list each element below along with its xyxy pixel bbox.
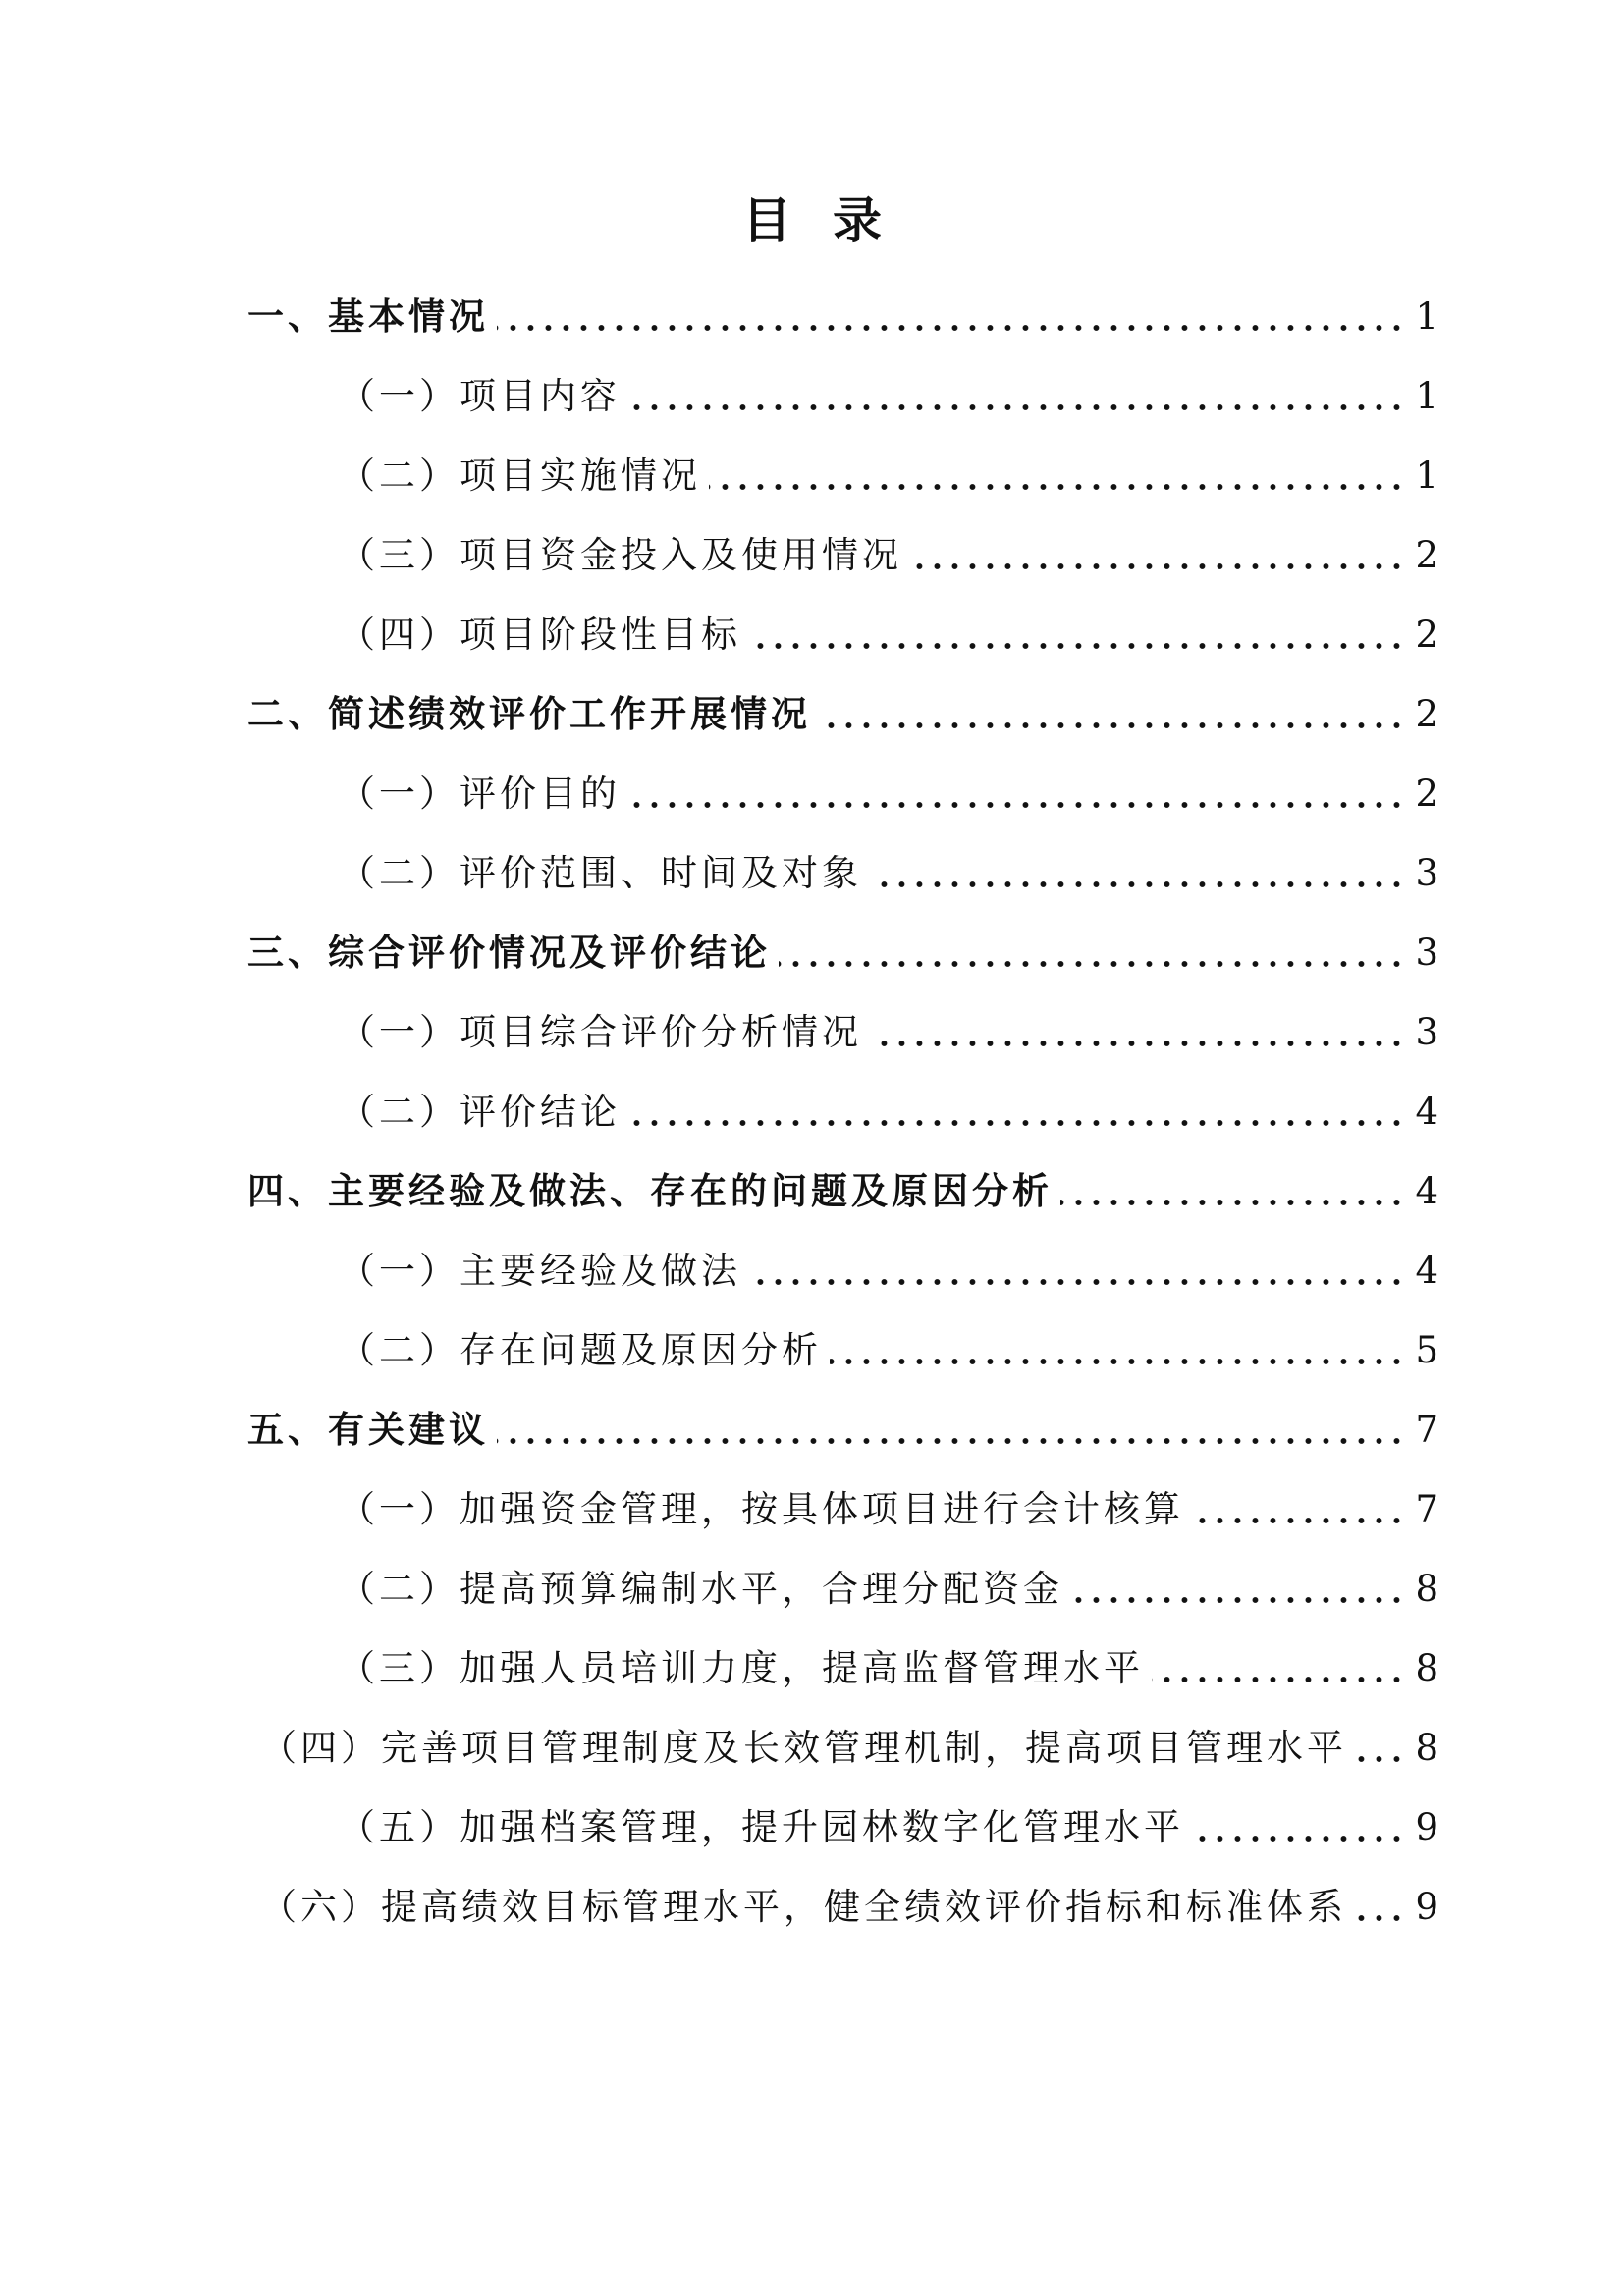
toc-page-number: 8 (1415, 1647, 1438, 1689)
toc-page-number: 3 (1415, 1011, 1438, 1053)
toc-page-number: 4 (1415, 1250, 1438, 1292)
toc-dot-leader (830, 1357, 1405, 1366)
toc-subsection-entry[interactable] (339, 765, 1438, 824)
toc-subsection-entry[interactable] (339, 526, 1438, 585)
toc-entry-label: （二）评价结论 (339, 1091, 621, 1133)
toc-entry-label: 五、有关建议 (247, 1409, 489, 1451)
toc-entry-label: （二）提高预算编制水平，合理分配资金 (339, 1568, 1063, 1610)
toc-page-number: 1 (1415, 454, 1438, 497)
toc-entry-label: （一）评价目的 (339, 773, 621, 815)
toc-entry-label: （五）加强档案管理，提升园林数字化管理水平 (339, 1806, 1184, 1848)
toc-dot-leader (1060, 1198, 1405, 1207)
toc-entry-label: 四、主要经验及做法、存在的问题及原因分析 (247, 1170, 1053, 1212)
toc-entry-label: （一）项目综合评价分析情况 (339, 1011, 862, 1053)
toc-page-number: 1 (1415, 295, 1438, 338)
toc-subsection-entry[interactable] (339, 1083, 1438, 1142)
toc-entry-label: （二）项目实施情况 (339, 454, 701, 497)
toc-dot-leader (628, 800, 1405, 810)
toc-page-number: 9 (1415, 1806, 1438, 1848)
toc-dot-leader (497, 1436, 1405, 1446)
toc-dot-leader (1152, 1675, 1405, 1684)
toc-subsection-entry[interactable] (260, 1878, 1438, 1937)
toc-section-entry[interactable] (247, 288, 1438, 347)
toc-entry-label: （一）项目内容 (339, 375, 621, 417)
toc-entry-label: 一、基本情况 (247, 295, 489, 338)
toc-subsection-entry[interactable] (339, 844, 1438, 903)
toc-subsection-entry[interactable] (339, 367, 1438, 426)
toc-entry-label: （六）提高绩效目标管理水平，健全绩效评价指标和标准体系 (260, 1886, 1347, 1928)
toc-page-number: 7 (1415, 1409, 1438, 1451)
toc-dot-leader (1192, 1834, 1405, 1843)
toc-entry-label: （三）项目资金投入及使用情况 (339, 534, 902, 576)
toc-page-number: 2 (1415, 773, 1438, 815)
toc-page-number: 3 (1415, 932, 1438, 974)
toc-page-number: 2 (1415, 614, 1438, 656)
toc-page-number: 8 (1415, 1568, 1438, 1610)
toc-dot-leader (497, 323, 1405, 333)
toc-entry-label: （一）加强资金管理，按具体项目进行会计核算 (339, 1488, 1184, 1530)
toc-section-entry[interactable] (247, 685, 1438, 744)
toc-entry-label: 二、简述绩效评价工作开展情况 (247, 693, 811, 735)
toc-page-number: 2 (1415, 693, 1438, 735)
toc-entry-label: （四）完善项目管理制度及长效管理机制，提高项目管理水平 (260, 1727, 1347, 1769)
toc-page-number: 7 (1415, 1488, 1438, 1530)
toc-page-number: 9 (1415, 1886, 1438, 1928)
toc-dot-leader (1192, 1516, 1405, 1525)
toc-title: 目录 (742, 192, 923, 249)
toc-subsection-entry[interactable] (339, 1321, 1438, 1380)
toc-dot-leader (819, 721, 1405, 730)
toc-entry-label: （一）主要经验及做法 (339, 1250, 741, 1292)
toc-dot-leader (1355, 1754, 1405, 1764)
toc-subsection-entry[interactable] (339, 1639, 1438, 1698)
toc-dot-leader (870, 1039, 1405, 1048)
toc-entry-label: （三）加强人员培训力度，提高监督管理水平 (339, 1647, 1144, 1689)
toc-entry-label: 三、综合评价情况及评价结论 (247, 932, 771, 974)
toc-page-number: 3 (1415, 852, 1438, 894)
toc-subsection-entry[interactable] (339, 1560, 1438, 1619)
toc-dot-leader (910, 561, 1405, 571)
toc-entry-label: （四）项目阶段性目标 (339, 614, 741, 656)
toc-subsection-entry[interactable] (260, 1719, 1438, 1778)
toc-subsection-entry[interactable] (339, 1003, 1438, 1062)
toc-page-number: 1 (1415, 375, 1438, 417)
toc-subsection-entry[interactable] (339, 447, 1438, 506)
toc-entry-label: （二）评价范围、时间及对象 (339, 852, 862, 894)
toc-dot-leader (1071, 1595, 1405, 1605)
toc-section-entry[interactable] (247, 924, 1438, 983)
toc-page-number: 2 (1415, 534, 1438, 576)
toc-entry-label: （二）存在问题及原因分析 (339, 1329, 822, 1371)
toc-dot-leader (870, 880, 1405, 889)
toc-page-number: 4 (1415, 1091, 1438, 1133)
toc-dot-leader (1355, 1913, 1405, 1923)
toc-dot-leader (749, 641, 1405, 651)
toc-section-entry[interactable] (247, 1401, 1438, 1460)
toc-dot-leader (628, 1118, 1405, 1128)
toc-page-number: 8 (1415, 1727, 1438, 1769)
toc-page-number: 5 (1415, 1329, 1438, 1371)
toc-subsection-entry[interactable] (339, 1798, 1438, 1857)
toc-subsection-entry[interactable] (339, 1480, 1438, 1539)
toc-dot-leader (749, 1277, 1405, 1287)
toc-dot-leader (628, 402, 1405, 412)
toc-subsection-entry[interactable] (339, 1242, 1438, 1301)
toc-subsection-entry[interactable] (339, 606, 1438, 665)
toc-dot-leader (779, 959, 1405, 969)
toc-page-number: 4 (1415, 1170, 1438, 1212)
toc-dot-leader (709, 482, 1405, 492)
toc-section-entry[interactable] (247, 1162, 1438, 1221)
